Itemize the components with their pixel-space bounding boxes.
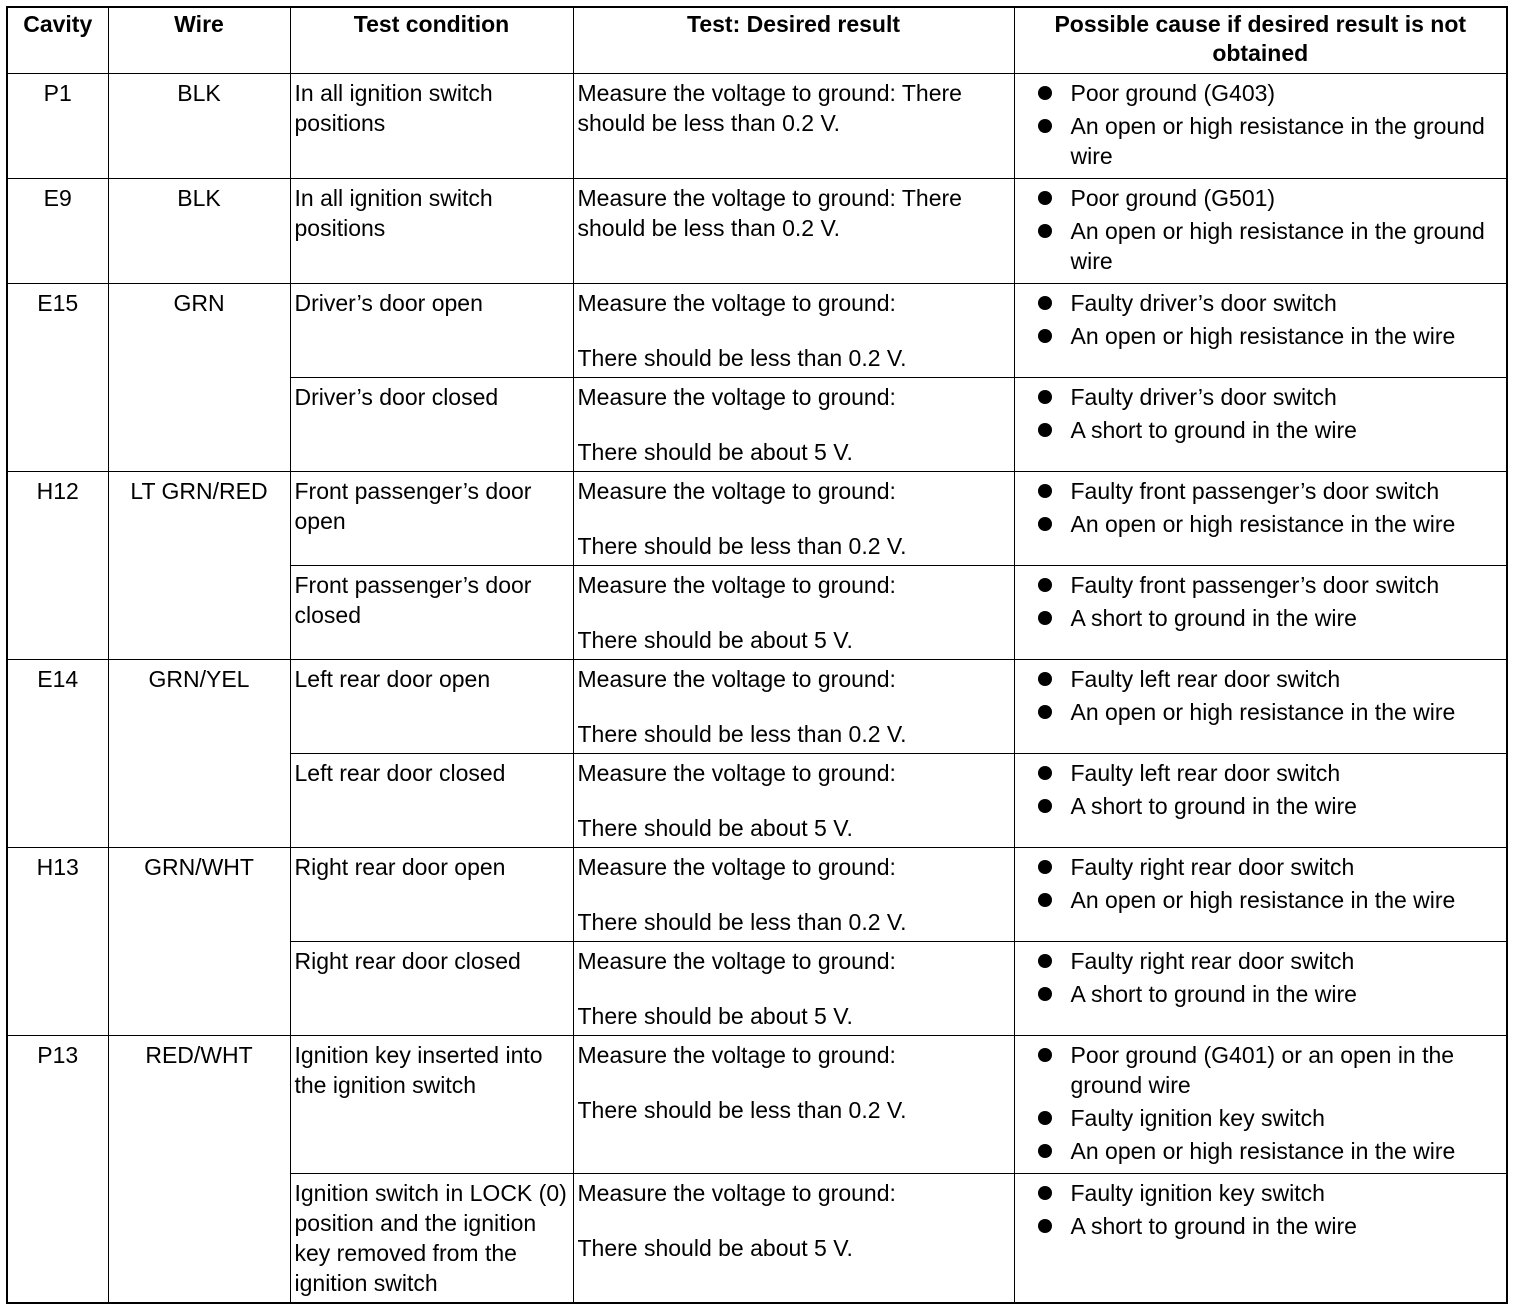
cause-text: An open or high resistance in the wire: [1070, 698, 1456, 725]
bullet-icon: [1038, 799, 1052, 813]
cause-text: Poor ground (G401) or an open in the ground wire: [1070, 1041, 1455, 1098]
bullet-icon: [1038, 1048, 1052, 1062]
header-test-condition: Test condition: [290, 7, 573, 73]
bullet-icon: [1038, 1219, 1052, 1233]
possible-cause-cell: [1014, 753, 1507, 847]
cause-text: A short to ground in the wire: [1070, 416, 1357, 443]
desired-result-line: There should be about 5 V.: [577, 814, 853, 841]
desired-result-line: There should be less than 0.2 V.: [577, 720, 907, 747]
desired-result-cell: [573, 377, 1014, 471]
test-condition-cell: In all ignition switch positions: [290, 178, 573, 283]
table-row: [7, 178, 1507, 283]
desired-result-cell: [573, 659, 1014, 753]
cause-list: [1019, 570, 1503, 633]
cause-item: [1019, 288, 1503, 318]
cause-text: Faulty driver’s door switch: [1070, 383, 1337, 410]
cause-item: [1019, 885, 1503, 915]
desired-result-line: Measure the voltage to ground:: [577, 947, 896, 974]
cause-text: An open or high resistance in the wire: [1070, 322, 1456, 349]
cause-item: [1019, 570, 1503, 600]
test-condition-cell: Right rear door closed: [290, 941, 573, 1035]
bullet-icon: [1038, 611, 1052, 625]
cause-list: [1019, 78, 1503, 171]
cause-list: [1019, 382, 1503, 445]
possible-cause-cell: [1014, 847, 1507, 941]
cause-item: [1019, 1136, 1503, 1166]
table-row: [7, 847, 1507, 941]
cause-text: Poor ground (G501): [1070, 184, 1276, 211]
desired-result-cell: [573, 283, 1014, 377]
desired-result-line: Measure the voltage to ground:: [577, 477, 896, 504]
cause-text: Faulty driver’s door switch: [1070, 289, 1337, 316]
desired-result-line: Measure the voltage to ground:: [577, 853, 896, 880]
wire-cell: GRN: [108, 283, 290, 471]
desired-result-line: Measure the voltage to ground:: [577, 1179, 896, 1206]
wire-cell: RED/WHT: [108, 1035, 290, 1303]
cause-text: An open or high resistance in the wire: [1070, 1137, 1456, 1164]
bullet-icon: [1038, 86, 1052, 100]
bullet-icon: [1038, 296, 1052, 310]
bullet-icon: [1038, 224, 1052, 238]
header-cavity: Cavity: [7, 7, 108, 73]
desired-result-cell: [573, 73, 1014, 178]
desired-result-line: There should be about 5 V.: [577, 626, 853, 653]
cause-text: A short to ground in the wire: [1070, 604, 1357, 631]
test-condition-cell: Ignition switch in LOCK (0) position and the ignition key removed from the ignition switch: [290, 1173, 573, 1303]
table-row: [7, 283, 1507, 377]
test-table-sheet: [6, 6, 1508, 1304]
cause-item: [1019, 216, 1503, 276]
desired-result-line: Measure the voltage to ground: There should be less than 0.2 V.: [577, 184, 962, 241]
cause-item: [1019, 1103, 1503, 1133]
cause-list: [1019, 664, 1503, 727]
possible-cause-cell: [1014, 73, 1507, 178]
cause-item: [1019, 664, 1503, 694]
desired-result-cell: [573, 178, 1014, 283]
bullet-icon: [1038, 766, 1052, 780]
table-header: [7, 7, 1507, 73]
cause-text: Faulty front passenger’s door switch: [1070, 571, 1440, 598]
cause-text: A short to ground in the wire: [1070, 792, 1357, 819]
desired-result-line: Measure the voltage to ground:: [577, 571, 896, 598]
test-table: [6, 6, 1508, 1304]
cause-item: [1019, 946, 1503, 976]
cause-item: [1019, 979, 1503, 1009]
cause-item: [1019, 382, 1503, 412]
possible-cause-cell: [1014, 283, 1507, 377]
test-condition-cell: Left rear door open: [290, 659, 573, 753]
desired-result-line: There should be about 5 V.: [577, 1234, 853, 1261]
test-condition-cell: Driver’s door open: [290, 283, 573, 377]
cause-text: A short to ground in the wire: [1070, 980, 1357, 1007]
desired-result-line: There should be less than 0.2 V.: [577, 1096, 907, 1123]
cavity-cell: P13: [7, 1035, 108, 1303]
desired-result-line: Measure the voltage to ground:: [577, 1041, 896, 1068]
bullet-icon: [1038, 1111, 1052, 1125]
cause-text: Faulty ignition key switch: [1070, 1179, 1325, 1206]
test-condition-cell: Right rear door open: [290, 847, 573, 941]
cause-list: [1019, 852, 1503, 915]
bullet-icon: [1038, 423, 1052, 437]
cause-item: [1019, 791, 1503, 821]
cause-text: Faulty right rear door switch: [1070, 853, 1355, 880]
bullet-icon: [1038, 893, 1052, 907]
cause-item: [1019, 509, 1503, 539]
cavity-cell: E9: [7, 178, 108, 283]
bullet-icon: [1038, 705, 1052, 719]
cause-item: [1019, 603, 1503, 633]
cause-item: [1019, 111, 1503, 171]
cause-text: Faulty front passenger’s door switch: [1070, 477, 1440, 504]
cause-text: An open or high resistance in the wire: [1070, 510, 1456, 537]
desired-result-line: There should be about 5 V.: [577, 438, 853, 465]
possible-cause-cell: [1014, 1035, 1507, 1173]
cause-item: [1019, 758, 1503, 788]
cause-list: [1019, 476, 1503, 539]
header-possible-cause: Possible cause if desired result is not obtained: [1014, 7, 1507, 73]
desired-result-line: There should be about 5 V.: [577, 1002, 853, 1029]
cause-text: Poor ground (G403): [1070, 79, 1276, 106]
bullet-icon: [1038, 860, 1052, 874]
desired-result-line: Measure the voltage to ground:: [577, 383, 896, 410]
cause-item: [1019, 852, 1503, 882]
possible-cause-cell: [1014, 659, 1507, 753]
test-condition-cell: Left rear door closed: [290, 753, 573, 847]
cause-list: [1019, 183, 1503, 276]
bullet-icon: [1038, 1186, 1052, 1200]
desired-result-cell: [573, 753, 1014, 847]
possible-cause-cell: [1014, 565, 1507, 659]
cause-item: [1019, 1178, 1503, 1208]
test-condition-cell: Front passenger’s door open: [290, 471, 573, 565]
possible-cause-cell: [1014, 1173, 1507, 1303]
bullet-icon: [1038, 517, 1052, 531]
wire-cell: LT GRN/RED: [108, 471, 290, 659]
bullet-icon: [1038, 390, 1052, 404]
desired-result-line: There should be less than 0.2 V.: [577, 532, 907, 559]
cause-item: [1019, 1211, 1503, 1241]
cavity-cell: E15: [7, 283, 108, 471]
header-desired-result: Test: Desired result: [573, 7, 1014, 73]
cause-item: [1019, 697, 1503, 727]
header-row: [7, 7, 1507, 73]
bullet-icon: [1038, 1144, 1052, 1158]
possible-cause-cell: [1014, 471, 1507, 565]
test-condition-cell: Ignition key inserted into the ignition switch: [290, 1035, 573, 1173]
cause-item: [1019, 476, 1503, 506]
desired-result-cell: [573, 471, 1014, 565]
desired-result-line: Measure the voltage to ground:: [577, 665, 896, 692]
test-condition-cell: Front passenger’s door closed: [290, 565, 573, 659]
bullet-icon: [1038, 329, 1052, 343]
desired-result-cell: [573, 565, 1014, 659]
bullet-icon: [1038, 672, 1052, 686]
desired-result-line: Measure the voltage to ground:: [577, 289, 896, 316]
desired-result-cell: [573, 847, 1014, 941]
cause-list: [1019, 1178, 1503, 1241]
cause-text: An open or high resistance in the wire: [1070, 886, 1456, 913]
cause-text: Faulty left rear door switch: [1070, 759, 1341, 786]
table-row: [7, 471, 1507, 565]
test-condition-cell: Driver’s door closed: [290, 377, 573, 471]
cause-item: [1019, 321, 1503, 351]
wire-cell: BLK: [108, 178, 290, 283]
bullet-icon: [1038, 191, 1052, 205]
desired-result-line: There should be less than 0.2 V.: [577, 908, 907, 935]
cavity-cell: H12: [7, 471, 108, 659]
cause-text: A short to ground in the wire: [1070, 1212, 1357, 1239]
bullet-icon: [1038, 119, 1052, 133]
cause-item: [1019, 1040, 1503, 1100]
table-row: [7, 73, 1507, 178]
cavity-cell: P1: [7, 73, 108, 178]
possible-cause-cell: [1014, 178, 1507, 283]
bullet-icon: [1038, 484, 1052, 498]
cavity-cell: H13: [7, 847, 108, 1035]
cause-text: Faulty ignition key switch: [1070, 1104, 1325, 1131]
desired-result-cell: [573, 1035, 1014, 1173]
desired-result-cell: [573, 941, 1014, 1035]
header-wire: Wire: [108, 7, 290, 73]
cause-text: An open or high resistance in the ground wire: [1070, 217, 1485, 274]
cause-text: Faulty left rear door switch: [1070, 665, 1341, 692]
wire-cell: GRN/WHT: [108, 847, 290, 1035]
bullet-icon: [1038, 954, 1052, 968]
possible-cause-cell: [1014, 941, 1507, 1035]
cause-list: [1019, 1040, 1503, 1166]
desired-result-line: There should be less than 0.2 V.: [577, 344, 907, 371]
possible-cause-cell: [1014, 377, 1507, 471]
cause-list: [1019, 758, 1503, 821]
wire-cell: GRN/YEL: [108, 659, 290, 847]
test-condition-cell: In all ignition switch positions: [290, 73, 573, 178]
cause-text: Faulty right rear door switch: [1070, 947, 1355, 974]
cause-list: [1019, 946, 1503, 1009]
wire-cell: BLK: [108, 73, 290, 178]
table-row: [7, 659, 1507, 753]
cause-item: [1019, 183, 1503, 213]
bullet-icon: [1038, 578, 1052, 592]
cause-list: [1019, 288, 1503, 351]
cause-item: [1019, 415, 1503, 445]
cause-item: [1019, 78, 1503, 108]
desired-result-line: Measure the voltage to ground:: [577, 759, 896, 786]
cavity-cell: E14: [7, 659, 108, 847]
bullet-icon: [1038, 987, 1052, 1001]
table-body: [7, 73, 1507, 1303]
cause-text: An open or high resistance in the ground wire: [1070, 112, 1485, 169]
desired-result-cell: [573, 1173, 1014, 1303]
table-row: [7, 1035, 1507, 1173]
desired-result-line: Measure the voltage to ground: There should be less than 0.2 V.: [577, 79, 962, 136]
